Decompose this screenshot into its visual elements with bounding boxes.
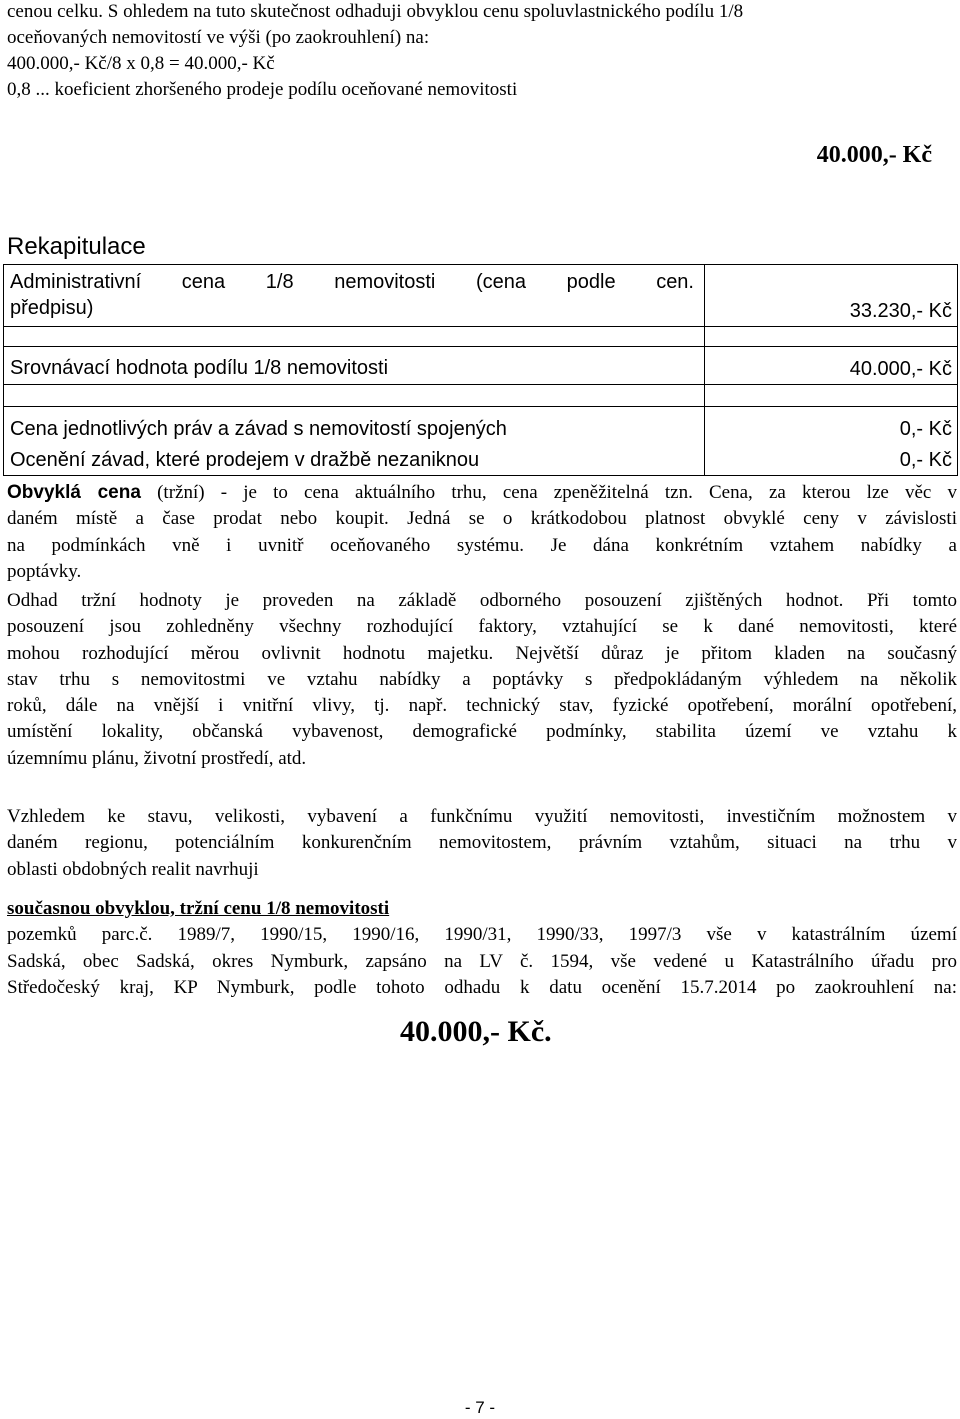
- definition-line-3: na podmínkách vně i uvnitř oceňovaného systému. Je dána konkrétním vztahem nabídky a: [7, 534, 957, 556]
- conclusion-paragraph: [7, 804, 957, 883]
- recap-row-1-label-line-2: předpisu): [10, 297, 94, 319]
- conclusion-line-2: daném regionu, potenciálním konkurenčním nemovitostem, právním vztahům, situaci na trhu v: [7, 832, 957, 854]
- recap-row-4-label: Ocenění závad, které prodejem v dražbě nezaniknou: [10, 449, 480, 471]
- assessment-line-6: umístění lokality, občanská vybavenost, demografické podmínky, stabilita území ve vztahu k: [7, 721, 957, 743]
- intro-coefficient-note: 0,8 ... koeficient zhoršeného prodeje podílu oceňované nemovitosti: [7, 79, 518, 100]
- assessment-line-7: územnímu plánu, životní prostředí, atd.: [7, 747, 307, 769]
- conclusion-line-3: oblasti obdobných realit navrhuji: [7, 858, 259, 880]
- definition-paragraph: [7, 480, 957, 585]
- assessment-paragraph: [7, 588, 957, 772]
- recap-row-2-label: Srovnávací hodnota podílu 1/8 nemovitosti: [10, 357, 389, 379]
- definition-line-4: poptávky.: [7, 560, 82, 582]
- final-price: 40.000,- Kč.: [400, 1015, 552, 1048]
- recap-row-3-label: Cena jednotlivých práv a závad s nemovitostí spojených: [10, 418, 507, 440]
- intro-value: 40.000,- Kč: [816, 142, 932, 168]
- recap-row-3-value: 0,- Kč: [899, 418, 952, 440]
- assessment-line-2: posouzení jsou zohledněny všechny rozhodující faktory, vztahující se k dané nemovitosti, které: [7, 616, 957, 638]
- recap-row-4-value: 0,- Kč: [899, 449, 952, 471]
- definition-line-1: (tržní) - je to cena aktuálního trhu, cena zpeněžitelná tzn. Cena, za kterou lze věc v: [140, 482, 957, 503]
- assessment-line-4: stav trhu s nemovitostmi ve vztahu nabídky a poptávky s předpokládaným výhledem na několik: [7, 668, 957, 690]
- recap-row-2-value: 40.000,- Kč: [849, 358, 952, 380]
- intro-line-1: cenou celku. S ohledem na tuto skutečnost odhaduji obvyklou cenu spoluvlastnického podílu 1/8: [7, 1, 744, 22]
- recap-title: Rekapitulace: [7, 233, 146, 260]
- recap-row-1-label-line-1: Administrativní cena 1/8 nemovitosti (cena podle cen.: [10, 271, 694, 293]
- detail-line-3: Středočeský kraj, KP Nymburk, podle tohoto odhadu k datu ocenění 15.7.2014 po zaokrouhlení na:: [7, 976, 957, 998]
- definition-line-2: daném místě a čase prodat nebo koupit. Jedná se o krátkodobou platnost obvyklé ceny v závislosti: [7, 508, 957, 530]
- assessment-line-1: Odhad tržní hodnoty je proveden na základě odborného posouzení zjištěných hodnot. Při tomto: [7, 590, 957, 611]
- assessment-line-3: mohou rozhodující měrou ovlivnit hodnotu majetku. Největší důraz je přitom kladen na současný: [7, 642, 957, 664]
- price-heading-block: [7, 896, 957, 1001]
- price-heading: současnou obvyklou, tržní cenu 1/8 nemovitosti: [7, 898, 390, 919]
- page-number: - 7 -: [464, 1398, 496, 1417]
- conclusion-line-1: Vzhledem ke stavu, velikosti, vybavení a funkčnímu využití nemovitosti, investičním možnostem v: [7, 806, 957, 827]
- detail-line-1: pozemků parc.č. 1989/7, 1990/15, 1990/16, 1990/31, 1990/33, 1997/3 vše v katastrálním území: [7, 924, 957, 946]
- assessment-line-5: roků, dále na vnější i vnitřní vlivy, tj. např. technický stav, fyzické opotřebení, morální opotřebení,: [7, 695, 957, 717]
- intro-calculation: 400.000,- Kč/8 x 0,8 = 40.000,- Kč: [7, 53, 275, 74]
- recap-table: [0, 264, 960, 476]
- detail-line-2: Sadská, obec Sadská, okres Nymburk, zapsáno na LV č. 1594, vše vedené u Katastrálního úřadu pro: [7, 950, 957, 972]
- definition-term: Obvyklá cena: [7, 482, 141, 503]
- intro-line-2: oceňovaných nemovitostí ve výši (po zaokrouhlení) na:: [7, 27, 430, 48]
- recap-row-1-value: 33.230,- Kč: [849, 300, 952, 322]
